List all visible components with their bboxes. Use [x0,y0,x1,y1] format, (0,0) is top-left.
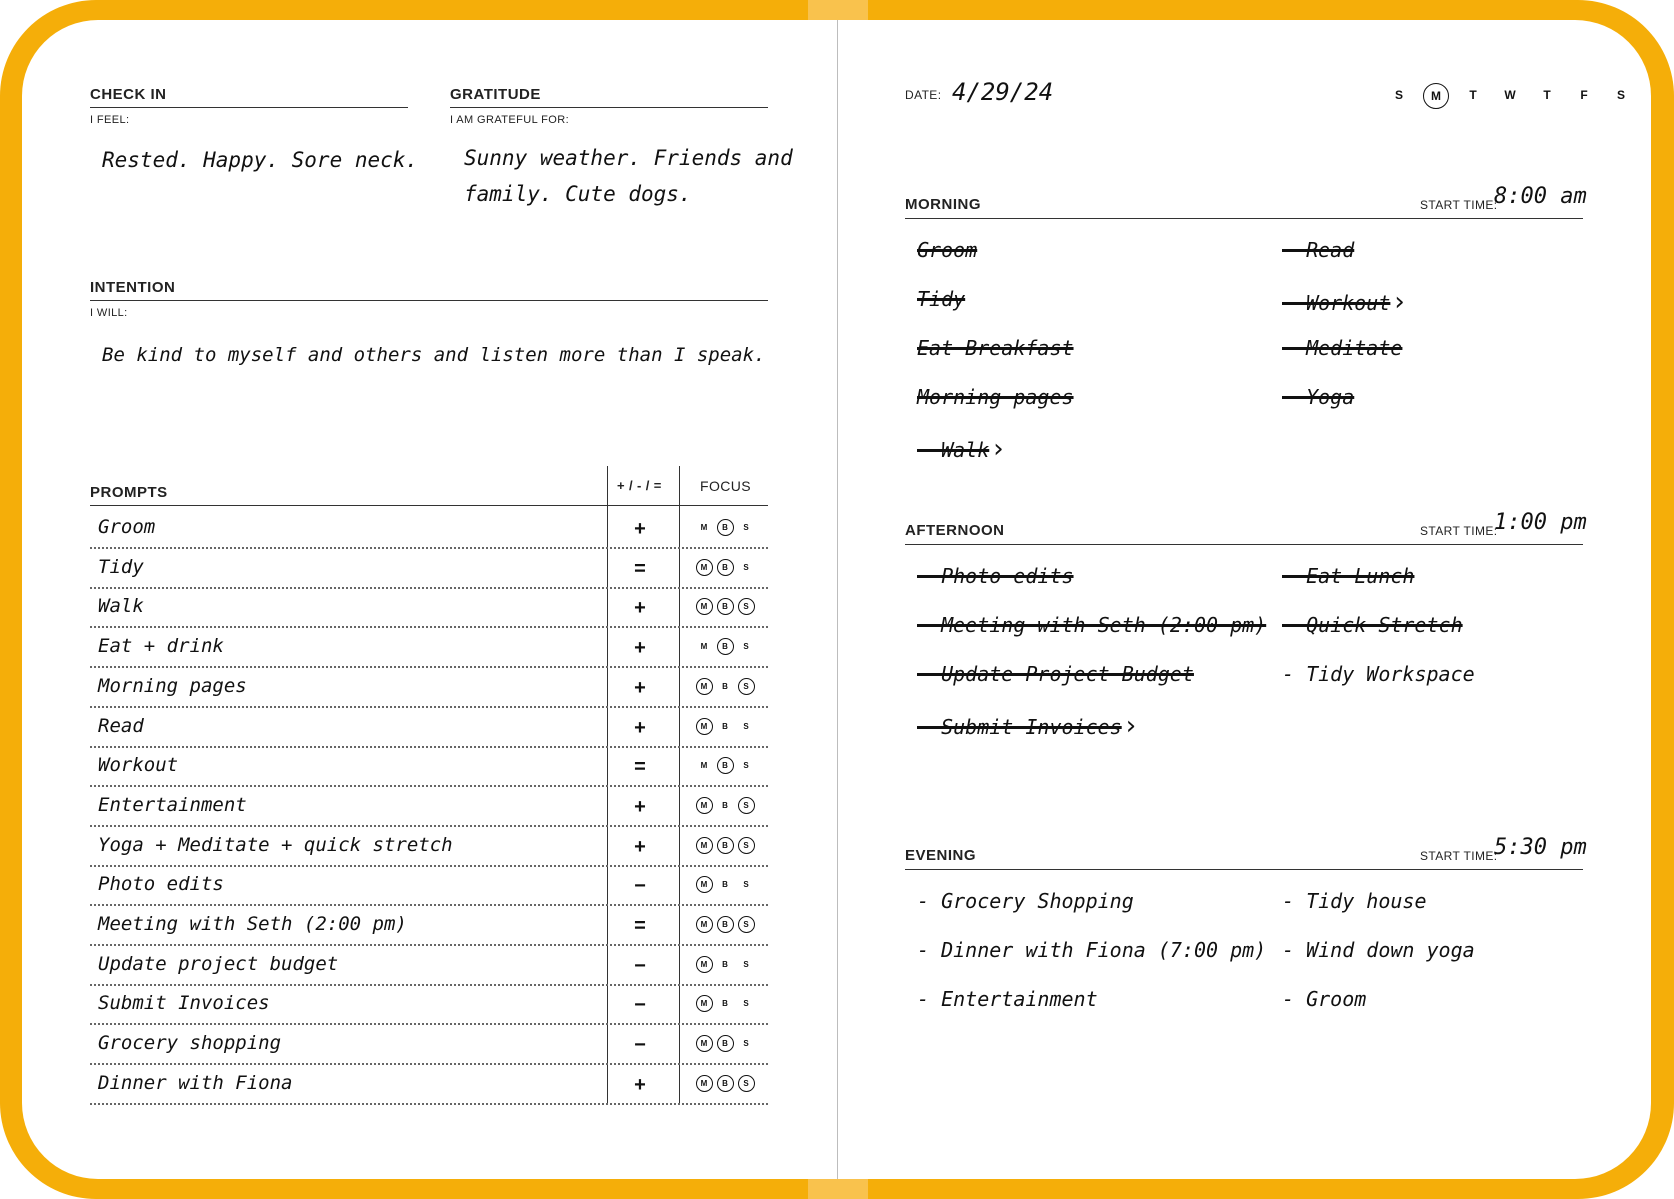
weekday-6[interactable]: S [1616,88,1625,102]
focus-m-toggle[interactable]: M [696,718,713,735]
focus-m-toggle[interactable]: M [696,916,713,933]
task-text[interactable]: - Wind down yoga [1282,938,1475,962]
table-row[interactable] [90,550,768,589]
weekday-2[interactable]: T [1469,88,1477,102]
focus-m-toggle[interactable]: M [696,956,713,973]
task-text[interactable]: - Entertainment [917,987,1098,1011]
focus-s-toggle[interactable]: S [743,523,749,532]
evening-task[interactable] [917,889,1134,913]
prompt-sign[interactable]: = [634,756,646,779]
intention-rule [90,300,768,301]
morning-task[interactable] [917,434,1004,464]
table-row[interactable] [90,709,768,748]
focus-m-toggle[interactable]: M [696,797,713,814]
prompt-sign[interactable]: + [634,676,646,699]
row-dotted-line [90,746,768,748]
evening-start-label: START TIME: [1420,849,1498,863]
afternoon-task[interactable] [917,613,1266,637]
prompt-text[interactable]: Dinner with Fiona [98,1071,293,1094]
prompt-focus [685,718,765,735]
focus-s-toggle[interactable]: S [743,562,749,572]
row-dotted-line [90,547,768,549]
focus-s-toggle[interactable]: S [743,880,749,890]
evening-title: EVENING [905,847,977,864]
focus-b-toggle[interactable]: B [717,916,734,933]
prompt-focus [685,1075,765,1092]
focus-s-toggle[interactable]: S [743,721,749,731]
row-dotted-line [90,944,768,946]
table-row[interactable] [90,947,768,986]
row-dotted-line [90,587,768,589]
focus-s-toggle[interactable]: S [738,837,755,854]
task-text[interactable]: Tidy [917,287,966,311]
focus-m-toggle[interactable]: M [696,837,713,854]
focus-s-toggle[interactable]: S [743,959,749,969]
table-row[interactable] [90,510,768,549]
task-text[interactable]: - Update Project Budget [917,662,1194,686]
focus-s-toggle[interactable]: S [743,999,749,1009]
morning-task[interactable] [1282,385,1354,409]
table-row[interactable] [90,1026,768,1065]
evening-task[interactable] [1282,938,1475,962]
prompt-text[interactable]: Morning pages [98,674,247,697]
page-spine [837,20,838,1179]
prompt-sign[interactable]: − [634,994,646,1017]
prompt-focus [685,757,765,774]
prompt-focus [685,916,765,933]
gratitude-rule [450,107,768,108]
table-row[interactable] [90,629,768,668]
task-text[interactable]: - Eat Lunch [1282,564,1415,588]
row-dotted-line [90,825,768,827]
weekday-5[interactable]: F [1580,88,1588,102]
morning-task[interactable] [1282,336,1402,360]
date-value[interactable]: 4/29/24 [952,78,1054,106]
table-row[interactable] [90,669,768,708]
intention-value[interactable]: Be kind to myself and others and listen more than I speak. [102,344,766,366]
afternoon-task[interactable] [1282,662,1475,686]
intention-title: INTENTION [90,279,176,296]
prompt-sign[interactable]: + [634,597,646,620]
gratitude-label: I AM GRATEFUL FOR: [450,114,570,126]
focus-b-toggle[interactable]: B [717,837,734,854]
prompt-text[interactable]: Entertainment [98,793,247,816]
focus-m-toggle[interactable]: M [696,678,713,695]
morning-rule [905,218,1583,219]
row-dotted-line [90,865,768,867]
focus-b-toggle[interactable]: B [717,1075,734,1092]
prompt-focus [685,956,765,973]
evening-task[interactable] [1282,987,1366,1011]
morning-start-label: START TIME: [1420,198,1498,212]
date-label: DATE: [905,88,942,102]
chevron-right-icon: › [1394,287,1405,317]
focus-s-toggle[interactable]: S [738,1075,755,1092]
afternoon-start-time[interactable]: 1:00 pm [1494,510,1587,535]
prompt-text[interactable]: Walk [98,595,144,618]
prompt-text[interactable]: Yoga + Meditate + quick stretch [98,833,453,856]
focus-s-toggle[interactable]: S [743,1039,749,1049]
morning-task[interactable] [917,336,1074,360]
focus-m-toggle[interactable]: M [696,1035,713,1052]
prompt-sign[interactable]: = [634,557,646,580]
prompts-rule [90,505,768,506]
checkin-label: I FEEL: [90,114,130,126]
task-text[interactable]: - Dinner with Fiona (7:00 pm) [917,938,1267,962]
table-row[interactable] [90,1066,768,1105]
focus-b-toggle[interactable]: B [717,1035,734,1052]
task-text[interactable]: - Meditate [1282,336,1403,360]
checkin-rule [90,107,408,108]
prompt-focus [685,876,765,893]
afternoon-task[interactable] [917,662,1194,686]
prompt-sign[interactable]: + [634,518,646,540]
prompts-sign-header: + / - / = [617,478,662,493]
prompt-sign[interactable]: − [634,954,646,977]
prompts-focus-header: FOCUS [700,478,751,494]
checkin-value[interactable]: Rested. Happy. Sore neck. [102,148,419,172]
table-row[interactable] [90,589,768,628]
prompt-text[interactable]: Grocery shopping [98,1032,282,1055]
afternoon-task[interactable] [917,711,1136,741]
focus-b-toggle[interactable]: B [722,800,728,810]
prompt-focus [685,519,765,536]
prompt-focus [685,678,765,695]
row-dotted-line [90,626,768,628]
row-dotted-line [90,706,768,708]
morning-title: MORNING [905,196,981,213]
task-text[interactable]: - Photo edits [917,564,1074,588]
task-text[interactable]: - Tidy Workspace [1282,662,1475,686]
morning-start-time[interactable]: 8:00 am [1494,184,1587,209]
focus-m-toggle[interactable]: M [700,642,708,652]
afternoon-title: AFTERNOON [905,522,1005,539]
row-dotted-line [90,1103,768,1105]
gratitude-line-2[interactable]: family. Cute dogs. [464,182,692,206]
prompt-text[interactable]: Tidy [98,555,144,578]
intention-label: I WILL: [90,307,128,319]
prompt-text[interactable]: Meeting with Seth (2:00 pm) [98,913,407,935]
row-dotted-line [90,904,768,906]
focus-m-toggle[interactable]: M [696,995,713,1012]
morning-task[interactable] [917,385,1074,409]
morning-task[interactable] [1282,238,1354,262]
gratitude-line-1[interactable]: Sunny weather. Friends and [464,146,793,170]
prompt-sign[interactable]: + [634,835,646,858]
checkin-title: CHECK IN [90,86,167,103]
focus-b-toggle[interactable]: B [722,681,728,691]
table-row[interactable] [90,748,768,787]
task-text[interactable]: - Submit Invoices [917,715,1122,739]
weekday-3[interactable]: W [1504,88,1516,102]
prompt-focus [685,797,765,814]
evening-task[interactable] [1282,889,1427,913]
focus-s-toggle[interactable]: S [738,797,755,814]
gratitude-title: GRATITUDE [450,86,541,103]
task-text[interactable]: - Quick Stretch [1282,613,1463,637]
prompt-sign[interactable]: + [634,1073,646,1096]
prompt-sign[interactable]: + [634,716,646,739]
focus-b-toggle[interactable]: B [722,721,728,731]
prompt-focus [685,598,765,615]
task-text[interactable]: Groom [917,238,978,262]
evening-task[interactable] [917,987,1098,1011]
table-row[interactable] [90,788,768,827]
prompt-focus [685,837,765,854]
focus-s-toggle[interactable]: S [738,678,755,695]
focus-b-toggle[interactable]: B [717,519,734,536]
row-dotted-line [90,785,768,787]
focus-m-toggle[interactable]: M [696,1075,713,1092]
task-text[interactable]: Morning pages [917,385,1074,409]
morning-task[interactable] [917,287,965,311]
bookmark-tab-top [808,0,868,20]
morning-task[interactable] [1282,287,1405,317]
row-dotted-line [90,984,768,986]
focus-b-toggle[interactable]: B [722,959,728,969]
prompt-text[interactable]: Update project budget [98,952,339,975]
prompt-focus [685,559,765,576]
table-row[interactable] [90,986,768,1025]
prompt-sign[interactable]: − [634,875,646,898]
focus-b-toggle[interactable]: B [717,757,734,774]
task-text[interactable]: Eat Breakfast [917,336,1074,360]
afternoon-start-label: START TIME: [1420,524,1498,538]
prompt-text[interactable]: Read [98,714,144,737]
prompt-focus [685,638,765,655]
evening-start-time[interactable]: 5:30 pm [1494,835,1587,860]
prompt-sign[interactable]: − [634,1034,646,1057]
table-row[interactable] [90,828,768,867]
prompt-sign[interactable]: = [634,915,646,937]
task-text[interactable]: - Groom [1282,987,1367,1011]
prompt-text[interactable]: Photo edits [98,873,224,896]
focus-s-toggle[interactable]: S [738,916,755,933]
focus-m-toggle[interactable]: M [696,876,713,893]
task-text[interactable]: - Workout [1282,291,1391,315]
evening-rule [905,869,1583,870]
afternoon-task[interactable] [1282,613,1463,637]
task-text[interactable]: - Meeting with Seth (2:00 pm) [917,613,1267,637]
focus-b-toggle[interactable]: B [722,999,728,1009]
focus-b-toggle[interactable]: B [717,598,734,615]
focus-s-toggle[interactable]: S [743,761,749,771]
weekday-4[interactable]: T [1543,88,1551,102]
prompt-focus [685,995,765,1012]
bookmark-tab-bottom [808,1179,868,1199]
row-dotted-line [90,666,768,668]
prompts-title: PROMPTS [90,484,168,501]
afternoon-task[interactable] [917,564,1074,588]
prompt-text[interactable]: Submit Invoices [98,992,270,1015]
table-row[interactable] [90,867,768,906]
task-text[interactable]: - Tidy house [1282,889,1427,913]
task-text[interactable]: - Walk [917,438,990,462]
focus-m-toggle[interactable]: M [700,761,708,771]
focus-b-toggle[interactable]: B [717,638,734,655]
focus-b-toggle[interactable]: B [717,559,734,576]
prompt-text[interactable]: Groom [98,516,156,538]
prompt-sign[interactable]: + [634,637,646,660]
task-text[interactable]: - Read [1282,238,1355,262]
prompt-sign[interactable]: + [634,795,646,818]
chevron-right-icon: › [1125,711,1137,741]
afternoon-task[interactable] [1282,564,1414,588]
prompt-focus [685,1035,765,1052]
morning-task[interactable] [917,238,977,262]
prompt-text[interactable]: Workout [98,754,179,777]
row-dotted-line [90,1023,768,1025]
row-dotted-line [90,1063,768,1065]
focus-m-toggle[interactable]: M [696,559,713,576]
task-text[interactable]: - Yoga [1282,385,1355,409]
focus-s-toggle[interactable]: S [738,598,755,615]
afternoon-rule [905,544,1583,545]
weekday-1[interactable]: M [1423,83,1449,109]
focus-m-toggle[interactable]: M [700,523,708,532]
task-text[interactable]: - Grocery Shopping [917,889,1134,913]
focus-s-toggle[interactable]: S [743,642,749,652]
focus-m-toggle[interactable]: M [696,598,713,615]
table-row[interactable] [90,907,768,946]
evening-task[interactable] [917,938,1266,962]
chevron-right-icon: › [993,434,1004,464]
focus-b-toggle[interactable]: B [722,880,728,890]
weekday-0[interactable]: S [1394,88,1403,102]
notebook-pages [22,20,1651,1179]
prompt-text[interactable]: Eat + drink [98,635,224,658]
